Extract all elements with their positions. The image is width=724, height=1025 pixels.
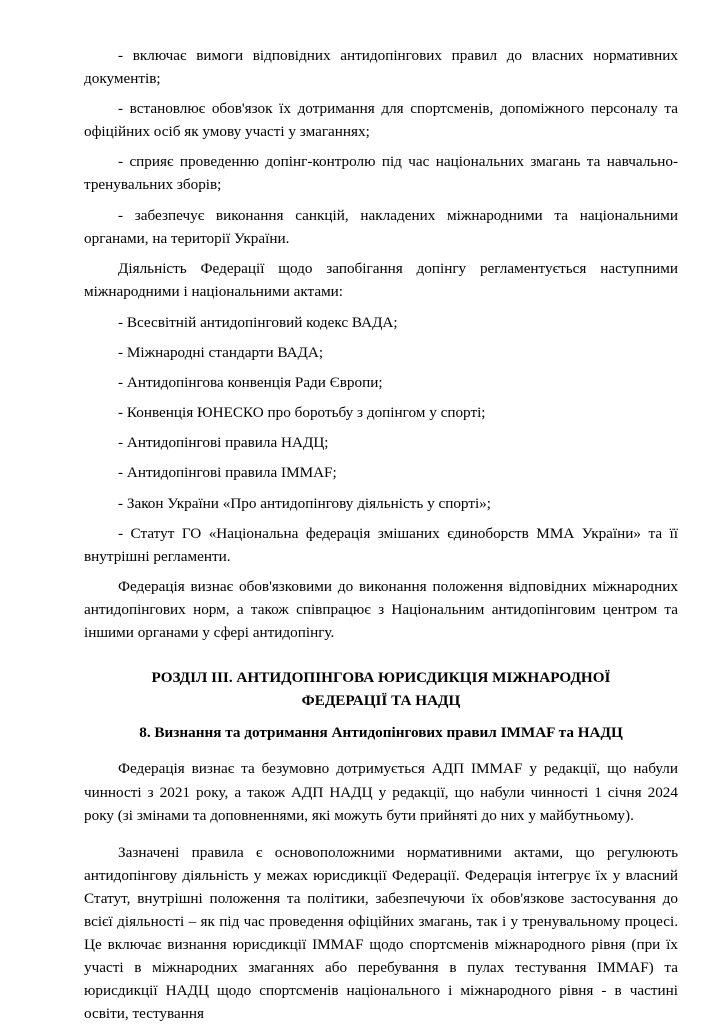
list-item: - Антидопінгові правила НАДЦ; [118, 434, 329, 452]
list-item: - сприяє проведенню допінг-контролю під час національних змагань та навчально-тренувальних зборів; [84, 153, 678, 194]
subsection-heading: 8. Визнання та дотримання Антидопінгових правил IMMAF та НАДЦ [139, 723, 623, 741]
spacer [84, 744, 678, 757]
list-item: - включає вимоги відповідних антидопінгових правил до власних нормативних документів; [84, 47, 678, 88]
list-item: - Міжнародні стандарти ВАДА; [118, 344, 324, 362]
paragraph-recognition: Федерація визнає обов'язковими до виконання положення відповідних міжнародних антидопінгових норм, а також співпрацює з Національним антидопінговим центром та іншими органами у сфері антидопінгу. [84, 577, 678, 641]
list-item: - Закон України «Про антидопінгову діяльність у спорті»; [118, 494, 491, 512]
list-item: - Конвенція ЮНЕСКО про боротьбу з допінгом у спорті; [118, 404, 486, 422]
spacer [84, 90, 678, 97]
document-body [84, 44, 678, 1025]
list-item: - Всесвітній антидопінговий кодекс ВАДА; [118, 313, 398, 331]
list-item: - встановлює обов'язок їх дотримання для спортсменів, допоміжного персоналу та офіційних осіб як умову участі у змаганнях; [84, 100, 678, 141]
paragraph-activity: Діяльність Федерації щодо запобігання допінгу регламентується наступними міжнародними і національними актами: [84, 259, 678, 300]
list-item-last: - Статут ГО «Національна федерація змішаних єдиноборств ММА України» та її внутрішні регламенти. [84, 524, 678, 565]
paragraph-adp: Федерація визнає та безумовно дотримується АДП IMMAF у редакції, що набули чинності з 2021 року, а також АДП НАДЦ у редакції, що набули чинності 1 січня 2024 року (зі змінами та доповненнями, які можуть бути прийняті до них у майбутньому). [84, 760, 678, 824]
list-item: - Антидопінгові правила IMMAF; [118, 464, 337, 482]
spacer [84, 197, 678, 204]
spacer [84, 143, 678, 150]
section-heading-line-1: РОЗДІЛ III. АНТИДОПІНГОВА ЮРИСДИКЦІЯ МІЖНАРОДНОЇ [151, 669, 611, 687]
section-heading-line-2: ФЕДЕРАЦІЇ ТА НАДЦ [301, 691, 461, 709]
list-item: - забезпечує виконання санкцій, накладених міжнародними та національними органами, на території України. [84, 206, 678, 247]
spacer [84, 250, 678, 257]
spacer [84, 645, 678, 667]
spacer [84, 828, 678, 841]
paragraph-rules: Зазначені правила є основоположними нормативними актами, що регулюють антидопінгову діяльність у межах юрисдикції Федерації. Федерація інтегрує їх у власний Статут, внутрішні положення та політики, забезпечуючи їх обов'язкове застосування до всієї діяльності – як під час проведення офіційних змагань, так і у тренувальному процесі. Це включає визнання юрисдикції IMMAF щодо спортсменів міжнародного рівня (при їх участі в міжнародних змаганнях або перебування в пулах тестування IMMAF) та юрисдикції НАДЦ щодо спортсменів національного і міжнародного рівня - в частині освіти, тестування [84, 843, 678, 1023]
list-item: - Антидопінгова конвенція Ради Європи; [118, 374, 383, 392]
spacer [84, 304, 678, 311]
spacer [84, 568, 678, 575]
